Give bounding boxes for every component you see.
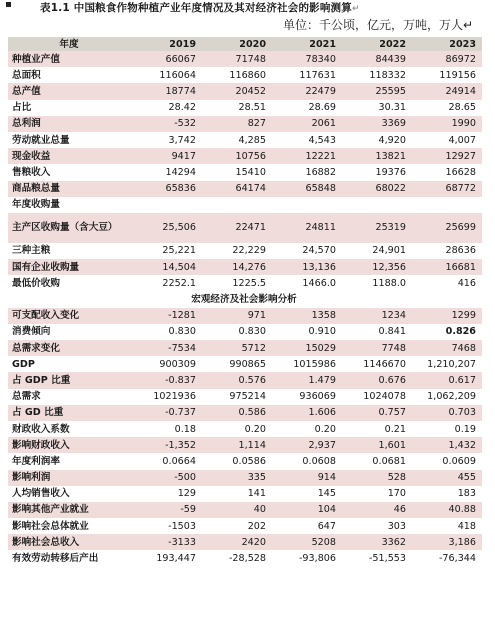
table-cell: 4,543: [308, 134, 336, 146]
table-cell: [202, 197, 272, 213]
table-cell: 0.0608: [302, 455, 336, 467]
table-cell: 1990: [451, 118, 476, 130]
row-label: 劳动就业总量: [12, 134, 70, 146]
table-cell: 0.21: [384, 423, 406, 435]
table-cell: 0.20: [244, 423, 266, 435]
table-cell: -0.837: [165, 374, 196, 386]
table-cell: 193,447: [156, 553, 196, 565]
table-cell: 1,601: [378, 439, 406, 451]
table-cell: 40: [253, 504, 266, 516]
table-cell: -51,553: [368, 553, 406, 565]
table-cell: 78340: [305, 53, 336, 65]
table-cell: 65848: [305, 183, 336, 195]
table-cell: 86972: [445, 53, 476, 65]
section-row: [8, 291, 482, 307]
data-table-container: [8, 37, 482, 567]
table-cell: 0.826: [445, 326, 476, 338]
row-label: 总需求: [12, 391, 41, 403]
table-cell: 1.479: [308, 374, 336, 386]
table-cell: 16882: [305, 166, 336, 178]
column-header: 2021: [309, 38, 336, 50]
table-cell: 24914: [445, 85, 476, 97]
table-cell: 335: [247, 472, 266, 484]
table-row: [8, 213, 482, 243]
table-cell: 30.31: [378, 102, 406, 114]
table-row: [8, 518, 482, 534]
table-row: [8, 437, 482, 453]
table-row: [8, 83, 482, 99]
table-cell: 170: [387, 488, 406, 500]
table-cell: 0.830: [168, 326, 196, 338]
table-cell: 1,062,209: [427, 391, 476, 403]
table-cell: 0.19: [454, 423, 476, 435]
table-cell: 0.18: [174, 423, 196, 435]
table-row: [8, 470, 482, 486]
table-cell: 7748: [381, 342, 406, 354]
table-cell: 0.841: [378, 326, 406, 338]
table-cell: 1,210,207: [427, 358, 476, 370]
table-cell: 28.51: [238, 102, 266, 114]
table-row: [8, 324, 482, 340]
row-label: 现金收益: [12, 150, 51, 162]
table-row: [8, 67, 482, 83]
row-label: 国有企业收购量: [12, 261, 80, 273]
table-cell: 2252.1: [162, 277, 196, 289]
table-cell: 0.676: [378, 374, 406, 386]
table-cell: 16681: [445, 261, 476, 273]
column-header: 2022: [379, 38, 406, 50]
table-cell: 1225.5: [232, 277, 266, 289]
table-cell: 416: [457, 277, 476, 289]
row-label: 占 GD 比重: [12, 407, 64, 419]
table-cell: 0.0681: [372, 455, 406, 467]
table-cell: 117631: [299, 69, 336, 81]
row-label: 年度收购量: [12, 199, 60, 211]
row-label: 影响社会总体就业: [12, 520, 89, 532]
table-cell: [132, 197, 202, 213]
table-cell: 9417: [171, 150, 196, 162]
table-cell: 1,432: [448, 439, 476, 451]
table-cell: -0.737: [165, 407, 196, 419]
table-cell: -1503: [168, 520, 196, 532]
row-label: 年度利润率: [12, 455, 60, 467]
table-cell: 900309: [159, 358, 196, 370]
table-cell: 1,114: [238, 439, 266, 451]
table-cell: 3369: [381, 118, 406, 130]
table-cell: [412, 197, 482, 213]
table-cell: 1.606: [308, 407, 336, 419]
table-cell: [342, 197, 412, 213]
table-cell: 528: [387, 472, 406, 484]
row-label: 总面积: [12, 69, 41, 81]
table-cell: 24,901: [372, 245, 406, 257]
row-label: 主产区收购量（含大豆）: [12, 222, 118, 234]
table-row: [8, 486, 482, 502]
table-row: [8, 181, 482, 197]
table-cell: 18774: [165, 85, 196, 97]
row-label: 影响其他产业就业: [12, 504, 89, 516]
table-cell: 24,570: [302, 245, 336, 257]
table-cell: 3,742: [168, 134, 196, 146]
table-cell: 1466.0: [302, 277, 336, 289]
row-label: 占比: [12, 102, 32, 114]
table-cell: 66067: [165, 53, 196, 65]
table-cell: 14294: [165, 166, 196, 178]
table-cell: 12927: [445, 150, 476, 162]
table-cell: 1358: [311, 310, 336, 322]
table-cell: 0.910: [308, 326, 336, 338]
table-cell: 2,937: [308, 439, 336, 451]
table-cell: 1299: [451, 310, 476, 322]
row-label: 可支配收入变化: [12, 310, 80, 322]
row-label: 商品粮总量: [12, 183, 60, 195]
table-cell: 20452: [235, 85, 266, 97]
row-label: 影响利润: [12, 472, 51, 484]
table-cell: 71748: [235, 53, 266, 65]
row-label: 种植业产值: [12, 53, 60, 65]
table-cell: 22,229: [232, 245, 266, 257]
table-row: [8, 389, 482, 405]
table-cell: 84439: [375, 53, 406, 65]
table-cell: 28636: [445, 245, 476, 257]
table-cell: 1234: [381, 310, 406, 322]
table-cell: 129: [177, 488, 196, 500]
table-cell: 12,356: [372, 261, 406, 273]
table-cell: 22471: [235, 222, 266, 234]
table-row: [8, 259, 482, 275]
row-label: 消费倾向: [12, 326, 51, 338]
table-cell: 3,186: [448, 536, 476, 548]
table-cell: 28.69: [308, 102, 336, 114]
table-cell: 40.88: [448, 504, 476, 516]
row-label: 人均销售收入: [12, 488, 70, 500]
table-cell: 0.20: [314, 423, 336, 435]
table-cell: 25595: [375, 85, 406, 97]
row-label: GDP: [12, 358, 35, 370]
row-label: 有效劳动转移后产出: [12, 553, 99, 565]
table-cell: 936069: [299, 391, 336, 403]
table-cell: 12221: [305, 150, 336, 162]
table-cell: 65836: [165, 183, 196, 195]
table-row: [8, 197, 482, 213]
table-cell: -28,528: [228, 553, 266, 565]
table-cell: 4,920: [378, 134, 406, 146]
table-cell: -93,806: [298, 553, 336, 565]
table-cell: 1024078: [363, 391, 406, 403]
table-cell: 16628: [445, 166, 476, 178]
table-row: [8, 502, 482, 518]
table-cell: 19376: [375, 166, 406, 178]
table-row: [8, 340, 482, 356]
section-heading: 宏观经济及社会影响分析: [8, 291, 482, 307]
table-cell: 971: [247, 310, 266, 322]
table-cell: 4,285: [238, 134, 266, 146]
data-table: [8, 37, 482, 567]
table-cell: 1015986: [293, 358, 336, 370]
table-row: [8, 243, 482, 259]
row-label: 三种主粮: [12, 245, 51, 257]
table-cell: -59: [180, 504, 196, 516]
table-title-text: 表1.1 中国粮食作物种植产业年度情况及其对经济社会的影响测算: [40, 2, 352, 14]
table-cell: 145: [317, 488, 336, 500]
table-cell: 4,007: [448, 134, 476, 146]
row-label: 售粮收入: [12, 166, 51, 178]
table-cell: 15029: [305, 342, 336, 354]
table-cell: 0.0586: [232, 455, 266, 467]
table-cell: 25699: [445, 222, 476, 234]
header-row: [8, 37, 482, 51]
table-cell: 116860: [229, 69, 266, 81]
table-cell: 0.830: [238, 326, 266, 338]
table-cell: -76,344: [438, 553, 476, 565]
column-header: 2020: [239, 38, 266, 50]
table-body: [8, 51, 482, 567]
table-row: [8, 148, 482, 164]
table-cell: 25,506: [162, 222, 196, 234]
table-cell: 2420: [241, 536, 266, 548]
row-label: 最低价收购: [12, 277, 60, 289]
table-cell: 0.757: [378, 407, 406, 419]
row-label: 财政收入系数: [12, 423, 70, 435]
table-cell: 3362: [381, 536, 406, 548]
table-row: [8, 51, 482, 67]
table-cell: 10756: [235, 150, 266, 162]
table-cell: 647: [317, 520, 336, 532]
table-cell: 64174: [235, 183, 266, 195]
table-cell: 25319: [375, 222, 406, 234]
table-cell: 0.617: [448, 374, 476, 386]
row-label: 占 GDP 比重: [12, 374, 71, 386]
table-row: [8, 275, 482, 291]
table-cell: 15410: [235, 166, 266, 178]
table-cell: 104: [317, 504, 336, 516]
table-cell: -3133: [168, 536, 196, 548]
table-row: [8, 132, 482, 148]
table-cell: 202: [247, 520, 266, 532]
table-row: [8, 550, 482, 566]
table-cell: 183: [457, 488, 476, 500]
table-row: [8, 405, 482, 421]
table-cell: 0.703: [448, 407, 476, 419]
table-cell: 1188.0: [372, 277, 406, 289]
table-cell: 990865: [229, 358, 266, 370]
table-row: [8, 116, 482, 132]
table-row: [8, 421, 482, 437]
table-cell: -1,352: [165, 439, 196, 451]
table-cell: 14,276: [232, 261, 266, 273]
table-cell: 0.0664: [162, 455, 196, 467]
table-cell: 116064: [159, 69, 196, 81]
table-cell: -500: [174, 472, 196, 484]
table-cell: -7534: [168, 342, 196, 354]
table-cell: 68022: [375, 183, 406, 195]
table-cell: 455: [457, 472, 476, 484]
table-cell: 5208: [311, 536, 336, 548]
table-cell: 28.65: [448, 102, 476, 114]
table-cell: 141: [247, 488, 266, 500]
table-cell: 418: [457, 520, 476, 532]
bullet-marker: [6, 2, 11, 7]
row-label: 总需求变化: [12, 342, 60, 354]
table-row: [8, 164, 482, 180]
table-cell: 68772: [445, 183, 476, 195]
column-header: 2019: [169, 38, 196, 50]
table-cell: 914: [317, 472, 336, 484]
table-cell: 0.576: [238, 374, 266, 386]
table-cell: 119156: [439, 69, 476, 81]
table-row: [8, 453, 482, 469]
table-row: [8, 356, 482, 372]
table-cell: 13,136: [302, 261, 336, 273]
table-row: [8, 308, 482, 324]
row-label: 总产值: [12, 85, 41, 97]
table-cell: 118332: [369, 69, 406, 81]
paragraph-mark: ↵: [351, 4, 360, 14]
row-label: 影响财政收入: [12, 439, 70, 451]
table-cell: [272, 197, 342, 213]
table-cell: 975214: [229, 391, 266, 403]
table-cell: 46: [393, 504, 406, 516]
table-cell: 0.0609: [442, 455, 476, 467]
table-cell: 0.586: [238, 407, 266, 419]
row-label: 影响社会总收入: [12, 536, 80, 548]
table-cell: 7468: [451, 342, 476, 354]
table-cell: -532: [174, 118, 196, 130]
table-cell: 14,504: [162, 261, 196, 273]
row-label: 总利润: [12, 118, 41, 130]
table-title: [40, 0, 360, 15]
table-row: [8, 372, 482, 388]
table-row: [8, 534, 482, 550]
table-cell: 2061: [311, 118, 336, 130]
table-cell: 303: [387, 520, 406, 532]
table-cell: 827: [247, 118, 266, 130]
table-cell: 22479: [305, 85, 336, 97]
unit-note: 单位：千公顷，亿元，万吨，万人↵: [282, 18, 473, 32]
table-cell: 1021936: [153, 391, 196, 403]
table-cell: 5712: [241, 342, 266, 354]
table-cell: 24811: [305, 222, 336, 234]
table-row: [8, 100, 482, 116]
table-cell: 1146670: [363, 358, 406, 370]
column-header: 年度: [59, 38, 79, 50]
table-cell: -1281: [168, 310, 196, 322]
table-cell: 28.42: [168, 102, 196, 114]
table-cell: 25,221: [162, 245, 196, 257]
column-header: 2023: [449, 38, 476, 50]
table-cell: 13821: [375, 150, 406, 162]
